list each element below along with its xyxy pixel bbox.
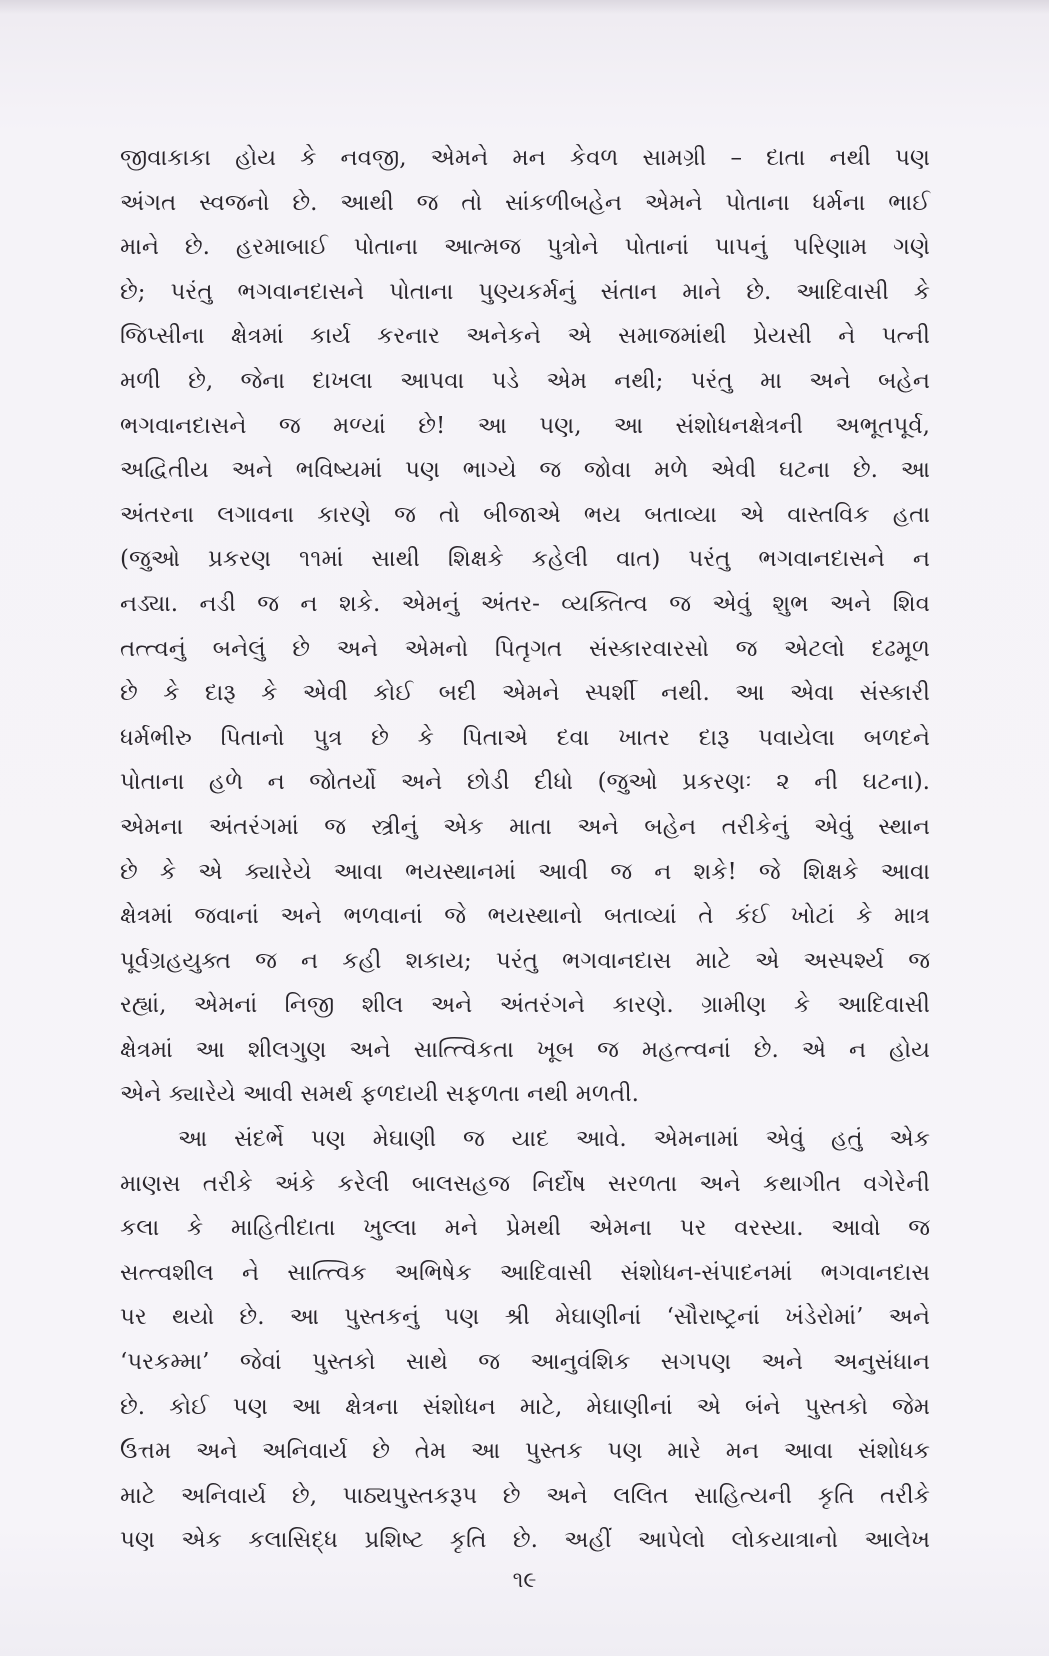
text-line: માણસ તરીકે અંકે કરેલી બાલસહજ નિર્દોષ સરળતા અને કથાગીત વગેરેની bbox=[120, 1170, 930, 1197]
paragraph-1 bbox=[120, 136, 930, 1117]
text-line: પર થયો છે. આ પુસ્તકનું પણ શ્રી મેઘાણીનાં ‘સૌરાષ્ટ્રનાં ખંડેરોમાં’ અને bbox=[120, 1304, 930, 1331]
text-line: નડ્યા. નડી જ ન શકે. એમનું અંતર- વ્યક્તિત્વ જ એવું શુભ અને શિવ bbox=[120, 590, 930, 617]
text-line: ક્ષેત્રમાં આ શીલગુણ અને સાત્ત્વિકતા ખૂબ જ મહત્ત્વનાં છે. એ ન હોય bbox=[120, 1036, 930, 1063]
page-top-shadow bbox=[0, 0, 1049, 14]
text-line: તત્ત્વનું બનેલું છે અને એમનો પિતૃગત સંસ્કારવારસો જ એટલો દઢમૂળ bbox=[120, 635, 930, 662]
text-line: રહ્યાં, એમનાં નિજી શીલ અને અંતરંગને કારણે. ગ્રામીણ કે આદિવાસી bbox=[120, 992, 930, 1019]
text-line: સત્ત્વશીલ ને સાત્ત્વિક અભિષેક આદિવાસી સંશોધન-સંપાદનમાં ભગવાનદાસ bbox=[120, 1259, 930, 1286]
text-line: પણ એક કલાસિદ્ધ પ્રશિષ્ટ કૃતિ છે. અહીં આપેલો લોકયાત્રાનો આલેખ bbox=[120, 1527, 930, 1554]
paragraph-2 bbox=[120, 1117, 930, 1563]
text-line: જિપ્સીના ક્ષેત્રમાં કાર્ય કરનાર અનેકને એ સમાજમાંથી પ્રેયસી ને પત્ની bbox=[120, 323, 930, 350]
text-line: (જુઓ પ્રકરણ ૧૧માં સાથી શિક્ષકે કહેલી વાત) પરંતુ ભગવાનદાસને ન bbox=[120, 546, 930, 573]
text-line: એને ક્યારેયે આવી સમર્થ ફળદાયી સફળતા નથી મળતી. bbox=[120, 1081, 639, 1108]
text-line: અદ્વિતીય અને ભવિષ્યમાં પણ ભાગ્યે જ જોવા મળે એવી ઘટના છે. આ bbox=[120, 457, 930, 484]
text-line: છે. કોઈ પણ આ ક્ષેત્રના સંશોધન માટે, મેઘાણીનાં એ બંને પુસ્તકો જેમ bbox=[120, 1393, 930, 1420]
body-text bbox=[120, 136, 930, 1563]
text-line: માટે અનિવાર્ય છે, પાઠ્યપુસ્તકરૂપ છે અને લલિત સાહિત્યની કૃતિ તરીકે bbox=[120, 1482, 930, 1509]
text-line: એમના અંતરંગમાં જ સ્ત્રીનું એક માતા અને બહેન તરીકેનું એવું સ્થાન bbox=[120, 813, 930, 840]
text-line: આ સંદર્ભે પણ મેઘાણી જ યાદ આવે. એમનામાં એવું હતું એક bbox=[178, 1126, 930, 1153]
text-line: છે; પરંતુ ભગવાનદાસને પોતાના પુણ્યકર્મનું સંતાન માને છે. આદિવાસી કે bbox=[120, 278, 930, 305]
text-line: પૂર્વગ્રહયુક્ત જ ન કહી શકાય; પરંતુ ભગવાનદાસ માટે એ અસ્પર્શ્ય જ bbox=[120, 947, 930, 974]
page-number: ૧૯ bbox=[512, 1568, 537, 1593]
text-line: ઉત્તમ અને અનિવાર્ય છે તેમ આ પુસ્તક પણ મારે મન આવા સંશોધક bbox=[120, 1438, 930, 1465]
text-line: છે કે એ ક્યારેયે આવા ભયસ્થાનમાં આવી જ ન શકે! જે શિક્ષકે આવા bbox=[120, 858, 930, 885]
text-line: પોતાના હળે ન જોતર્યો અને છોડી દીધો (જુઓ પ્રકરણઃ ૨ ની ઘટના). bbox=[120, 769, 930, 796]
text-line: છે કે દારૂ કે એવી કોઈ બદી એમને સ્પર્શી નથી. આ એવા સંસ્કારી bbox=[120, 680, 930, 707]
text-line: કલા કે માહિતીદાતા ખુલ્લા મને પ્રેમથી એમના પર વરસ્યા. આવો જ bbox=[120, 1215, 930, 1242]
text-line: અંતરના લગાવના કારણે જ તો બીજાએ ભય બતાવ્યા એ વાસ્તવિક હતા bbox=[120, 501, 930, 528]
text-line: ક્ષેત્રમાં જવાનાં અને ભળવાનાં જે ભયસ્થાનો બતાવ્યાં તે કંઈ ખોટાં કે માત્ર bbox=[120, 903, 930, 930]
text-line: ભગવાનદાસને જ મળ્યાં છે! આ પણ, આ સંશોધનક્ષેત્રની અભૂતપૂર્વ, bbox=[120, 412, 930, 439]
text-line: માને છે. હરમાબાઈ પોતાના આત્મજ પુત્રોને પોતાનાં પાપનું પરિણામ ગણે bbox=[120, 234, 930, 261]
text-line: જીવાકાકા હોય કે નવજી, એમને મન કેવળ સામગ્રી – દાતા નથી પણ bbox=[120, 145, 930, 171]
text-line: અંગત સ્વજનો છે. આથી જ તો સાંકળીબહેન એમને પોતાના ધર્મના ભાઈ bbox=[120, 189, 930, 216]
text-line: ‘પરકમ્મા’ જેવાં પુસ્તકો સાથે જ આનુવંશિક સગપણ અને અનુસંધાન bbox=[120, 1349, 930, 1376]
text-line: ધર્મભીરુ પિતાનો પુત્ર છે કે પિતાએ દવા ખાતર દારૂ પવાયેલા બળદને bbox=[120, 724, 930, 751]
text-line: મળી છે, જેના દાખલા આપવા પડે એમ નથી; પરંતુ મા અને બહેન bbox=[120, 367, 930, 394]
